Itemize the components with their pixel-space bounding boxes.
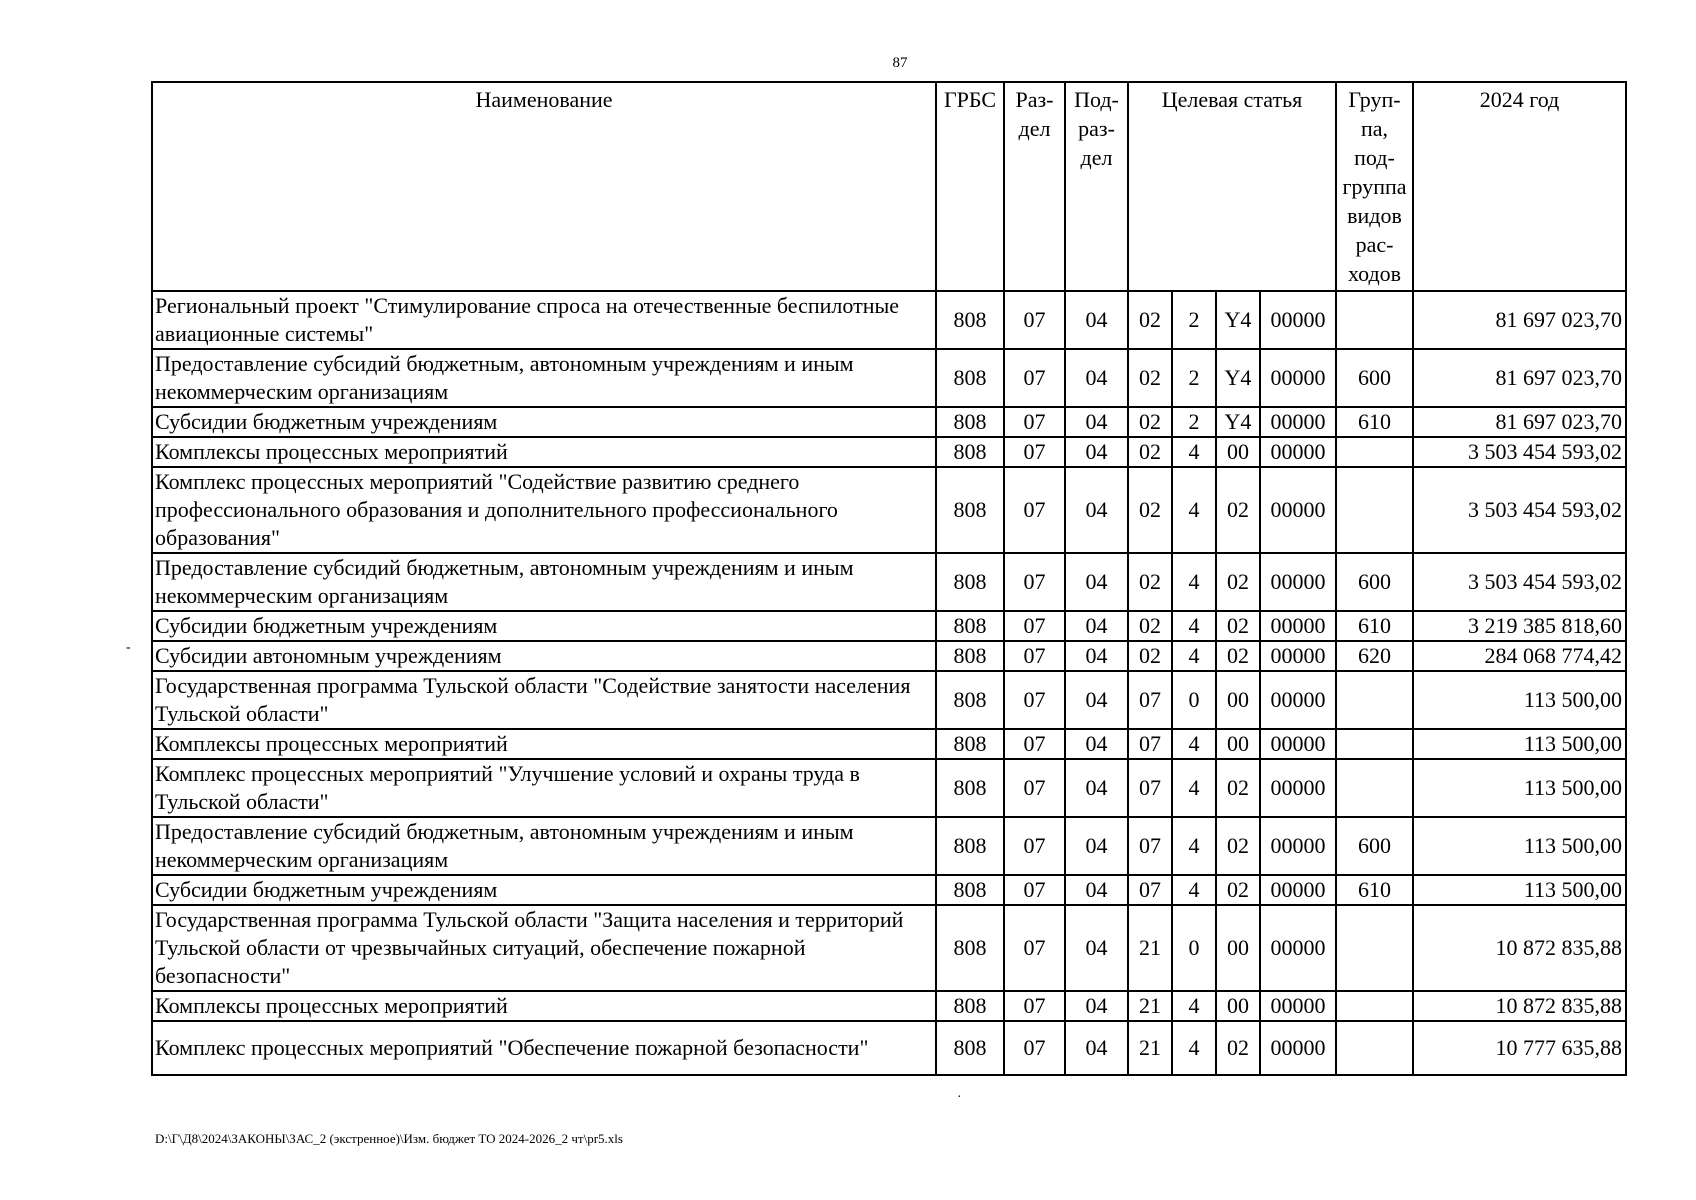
cell-expense-group	[1336, 1021, 1413, 1075]
cell-expense-group: 600	[1336, 817, 1413, 875]
cell-target-type: 4	[1172, 641, 1216, 671]
cell-grbs: 808	[936, 467, 1004, 553]
cell-target-type: 4	[1172, 817, 1216, 875]
cell-amount-2024: 3 503 454 593,02	[1413, 437, 1626, 467]
table-row	[152, 991, 1626, 1021]
footer-file-path: D:\Г\Д8\2024\ЗАКОНЫ\ЗАС_2 (экстренное)\Изм. бюджет ТО 2024-2026_2 чт\pr5.xls	[155, 1131, 623, 1146]
cell-podrazdel: 04	[1065, 817, 1128, 875]
cell-target-subprogram: Y4	[1216, 349, 1260, 407]
cell-target-program: 02	[1128, 553, 1172, 611]
cell-name: Государственная программа Тульской области "Защита населения и территорий Тульской области от чрезвычайных ситуаций, обеспечение пожарной безопасности"	[152, 905, 936, 991]
cell-razdel: 07	[1004, 759, 1065, 817]
cell-target-direction: 00000	[1260, 553, 1336, 611]
cell-target-direction: 00000	[1260, 991, 1336, 1021]
cell-expense-group: 600	[1336, 349, 1413, 407]
cell-expense-group	[1336, 671, 1413, 729]
budget-table-container	[151, 81, 1625, 1076]
cell-name: Субсидии бюджетным учреждениям	[152, 407, 936, 437]
cell-razdel: 07	[1004, 817, 1065, 875]
table-row	[152, 437, 1626, 467]
header-target-article: Целевая статья	[1128, 82, 1336, 291]
page-number: 87	[892, 55, 908, 71]
cell-grbs: 808	[936, 991, 1004, 1021]
cell-target-type: 2	[1172, 407, 1216, 437]
cell-expense-group	[1336, 291, 1413, 349]
cell-amount-2024: 3 503 454 593,02	[1413, 553, 1626, 611]
cell-podrazdel: 04	[1065, 905, 1128, 991]
cell-amount-2024: 81 697 023,70	[1413, 349, 1626, 407]
cell-target-direction: 00000	[1260, 407, 1336, 437]
cell-target-direction: 00000	[1260, 1021, 1336, 1075]
cell-target-subprogram: 00	[1216, 437, 1260, 467]
cell-target-subprogram: 02	[1216, 875, 1260, 905]
cell-target-subprogram: 02	[1216, 467, 1260, 553]
cell-target-type: 4	[1172, 729, 1216, 759]
cell-target-program: 02	[1128, 467, 1172, 553]
cell-razdel: 07	[1004, 611, 1065, 641]
cell-target-direction: 00000	[1260, 349, 1336, 407]
cell-razdel: 07	[1004, 875, 1065, 905]
cell-name: Предоставление субсидий бюджетным, автономным учреждениям и иным некоммерческим организациям	[152, 349, 936, 407]
cell-grbs: 808	[936, 759, 1004, 817]
cell-target-type: 4	[1172, 1021, 1216, 1075]
cell-target-subprogram: 00	[1216, 991, 1260, 1021]
cell-grbs: 808	[936, 905, 1004, 991]
cell-target-type: 4	[1172, 553, 1216, 611]
cell-target-program: 02	[1128, 291, 1172, 349]
cell-podrazdel: 04	[1065, 611, 1128, 641]
cell-amount-2024: 10 872 835,88	[1413, 905, 1626, 991]
cell-razdel: 07	[1004, 1021, 1065, 1075]
cell-expense-group: 610	[1336, 875, 1413, 905]
cell-podrazdel: 04	[1065, 671, 1128, 729]
cell-razdel: 07	[1004, 467, 1065, 553]
cell-target-direction: 00000	[1260, 905, 1336, 991]
table-row	[152, 553, 1626, 611]
cell-podrazdel: 04	[1065, 729, 1128, 759]
cell-target-direction: 00000	[1260, 641, 1336, 671]
cell-grbs: 808	[936, 817, 1004, 875]
cell-amount-2024: 3 503 454 593,02	[1413, 467, 1626, 553]
cell-amount-2024: 81 697 023,70	[1413, 291, 1626, 349]
table-row	[152, 641, 1626, 671]
cell-podrazdel: 04	[1065, 875, 1128, 905]
cell-podrazdel: 04	[1065, 641, 1128, 671]
cell-name: Региональный проект "Стимулирование спроса на отечественные беспилотные авиационные системы"	[152, 291, 936, 349]
cell-target-subprogram: 02	[1216, 759, 1260, 817]
cell-expense-group: 600	[1336, 553, 1413, 611]
cell-target-direction: 00000	[1260, 759, 1336, 817]
cell-target-type: 4	[1172, 611, 1216, 641]
header-razdel: Раз- дел	[1004, 82, 1065, 291]
cell-expense-group: 610	[1336, 407, 1413, 437]
table-header-row	[152, 82, 1626, 291]
cell-expense-group	[1336, 905, 1413, 991]
cell-target-type: 4	[1172, 467, 1216, 553]
cell-grbs: 808	[936, 1021, 1004, 1075]
cell-target-program: 02	[1128, 407, 1172, 437]
cell-target-direction: 00000	[1260, 437, 1336, 467]
cell-razdel: 07	[1004, 671, 1065, 729]
cell-target-subprogram: 02	[1216, 1021, 1260, 1075]
cell-amount-2024: 113 500,00	[1413, 875, 1626, 905]
table-row	[152, 611, 1626, 641]
cell-amount-2024: 10 872 835,88	[1413, 991, 1626, 1021]
table-row	[152, 407, 1626, 437]
cell-name: Предоставление субсидий бюджетным, автономным учреждениям и иным некоммерческим организациям	[152, 817, 936, 875]
cell-grbs: 808	[936, 729, 1004, 759]
header-grbs: ГРБС	[936, 82, 1004, 291]
cell-target-subprogram: 00	[1216, 905, 1260, 991]
cell-name: Комплекс процессных мероприятий "Улучшение условий и охраны труда в Тульской области"	[152, 759, 936, 817]
cell-expense-group	[1336, 991, 1413, 1021]
table-row	[152, 729, 1626, 759]
cell-name: Комплексы процессных мероприятий	[152, 991, 936, 1021]
table-body	[152, 291, 1626, 1075]
cell-razdel: 07	[1004, 437, 1065, 467]
table-row	[152, 671, 1626, 729]
cell-target-type: 0	[1172, 671, 1216, 729]
header-expense-group: Груп- па, под- группа видов рас- ходов	[1336, 82, 1413, 291]
cell-target-program: 02	[1128, 437, 1172, 467]
cell-amount-2024: 113 500,00	[1413, 729, 1626, 759]
header-podrazdel: Под- раз- дел	[1065, 82, 1128, 291]
table-row	[152, 817, 1626, 875]
budget-table	[151, 81, 1627, 1076]
cell-razdel: 07	[1004, 349, 1065, 407]
cell-target-program: 07	[1128, 759, 1172, 817]
table-row	[152, 875, 1626, 905]
cell-expense-group: 610	[1336, 611, 1413, 641]
cell-target-type: 2	[1172, 291, 1216, 349]
cell-grbs: 808	[936, 349, 1004, 407]
cell-target-type: 0	[1172, 905, 1216, 991]
cell-podrazdel: 04	[1065, 553, 1128, 611]
cell-razdel: 07	[1004, 729, 1065, 759]
cell-grbs: 808	[936, 875, 1004, 905]
cell-name: Субсидии бюджетным учреждениям	[152, 875, 936, 905]
cell-podrazdel: 04	[1065, 407, 1128, 437]
cell-target-subprogram: 02	[1216, 641, 1260, 671]
scan-mark-bottom: ·	[957, 1090, 962, 1105]
cell-razdel: 07	[1004, 641, 1065, 671]
cell-expense-group	[1336, 437, 1413, 467]
cell-amount-2024: 81 697 023,70	[1413, 407, 1626, 437]
table-row	[152, 759, 1626, 817]
cell-grbs: 808	[936, 671, 1004, 729]
cell-razdel: 07	[1004, 991, 1065, 1021]
cell-name: Комплексы процессных мероприятий	[152, 437, 936, 467]
cell-target-type: 4	[1172, 875, 1216, 905]
cell-podrazdel: 04	[1065, 991, 1128, 1021]
cell-target-subprogram: 02	[1216, 817, 1260, 875]
cell-grbs: 808	[936, 611, 1004, 641]
cell-amount-2024: 113 500,00	[1413, 671, 1626, 729]
cell-target-direction: 00000	[1260, 291, 1336, 349]
scan-mark-left: -	[126, 640, 131, 655]
cell-grbs: 808	[936, 407, 1004, 437]
cell-name: Комплексы процессных мероприятий	[152, 729, 936, 759]
cell-podrazdel: 04	[1065, 437, 1128, 467]
cell-podrazdel: 04	[1065, 467, 1128, 553]
cell-amount-2024: 284 068 774,42	[1413, 641, 1626, 671]
cell-target-type: 4	[1172, 759, 1216, 817]
cell-expense-group	[1336, 729, 1413, 759]
cell-podrazdel: 04	[1065, 349, 1128, 407]
cell-target-direction: 00000	[1260, 729, 1336, 759]
cell-target-subprogram: 00	[1216, 671, 1260, 729]
cell-name: Субсидии автономным учреждениям	[152, 641, 936, 671]
cell-target-program: 21	[1128, 991, 1172, 1021]
cell-expense-group	[1336, 467, 1413, 553]
cell-target-program: 02	[1128, 641, 1172, 671]
cell-name: Субсидии бюджетным учреждениям	[152, 611, 936, 641]
cell-razdel: 07	[1004, 553, 1065, 611]
table-row	[152, 349, 1626, 407]
cell-podrazdel: 04	[1065, 759, 1128, 817]
cell-target-type: 4	[1172, 991, 1216, 1021]
cell-name: Комплекс процессных мероприятий "Содействие развитию среднего профессионального образования и дополнительного профессионального образования"	[152, 467, 936, 553]
cell-target-subprogram: Y4	[1216, 407, 1260, 437]
cell-target-direction: 00000	[1260, 817, 1336, 875]
cell-target-type: 2	[1172, 349, 1216, 407]
cell-amount-2024: 10 777 635,88	[1413, 1021, 1626, 1075]
cell-razdel: 07	[1004, 291, 1065, 349]
cell-name: Комплекс процессных мероприятий "Обеспечение пожарной безопасности"	[152, 1021, 936, 1075]
header-name: Наименование	[152, 82, 936, 291]
cell-target-program: 21	[1128, 905, 1172, 991]
cell-amount-2024: 113 500,00	[1413, 759, 1626, 817]
cell-target-direction: 00000	[1260, 671, 1336, 729]
cell-grbs: 808	[936, 641, 1004, 671]
cell-name: Предоставление субсидий бюджетным, автономным учреждениям и иным некоммерческим организациям	[152, 553, 936, 611]
cell-target-subprogram: Y4	[1216, 291, 1260, 349]
cell-target-program: 07	[1128, 875, 1172, 905]
cell-target-direction: 00000	[1260, 611, 1336, 641]
cell-target-type: 4	[1172, 437, 1216, 467]
cell-expense-group	[1336, 759, 1413, 817]
cell-target-subprogram: 02	[1216, 611, 1260, 641]
cell-razdel: 07	[1004, 905, 1065, 991]
table-row	[152, 905, 1626, 991]
cell-target-subprogram: 02	[1216, 553, 1260, 611]
cell-target-program: 07	[1128, 729, 1172, 759]
table-row	[152, 291, 1626, 349]
cell-target-direction: 00000	[1260, 875, 1336, 905]
table-row	[152, 467, 1626, 553]
cell-target-program: 07	[1128, 671, 1172, 729]
cell-podrazdel: 04	[1065, 1021, 1128, 1075]
cell-podrazdel: 04	[1065, 291, 1128, 349]
cell-target-program: 02	[1128, 611, 1172, 641]
cell-target-subprogram: 00	[1216, 729, 1260, 759]
cell-target-program: 02	[1128, 349, 1172, 407]
cell-expense-group: 620	[1336, 641, 1413, 671]
cell-amount-2024: 113 500,00	[1413, 817, 1626, 875]
header-year-2024: 2024 год	[1413, 82, 1626, 291]
table-row	[152, 1021, 1626, 1075]
cell-target-direction: 00000	[1260, 467, 1336, 553]
cell-amount-2024: 3 219 385 818,60	[1413, 611, 1626, 641]
cell-name: Государственная программа Тульской области "Содействие занятости населения Тульской области"	[152, 671, 936, 729]
cell-target-program: 21	[1128, 1021, 1172, 1075]
cell-grbs: 808	[936, 553, 1004, 611]
cell-grbs: 808	[936, 291, 1004, 349]
cell-grbs: 808	[936, 437, 1004, 467]
cell-razdel: 07	[1004, 407, 1065, 437]
cell-target-program: 07	[1128, 817, 1172, 875]
